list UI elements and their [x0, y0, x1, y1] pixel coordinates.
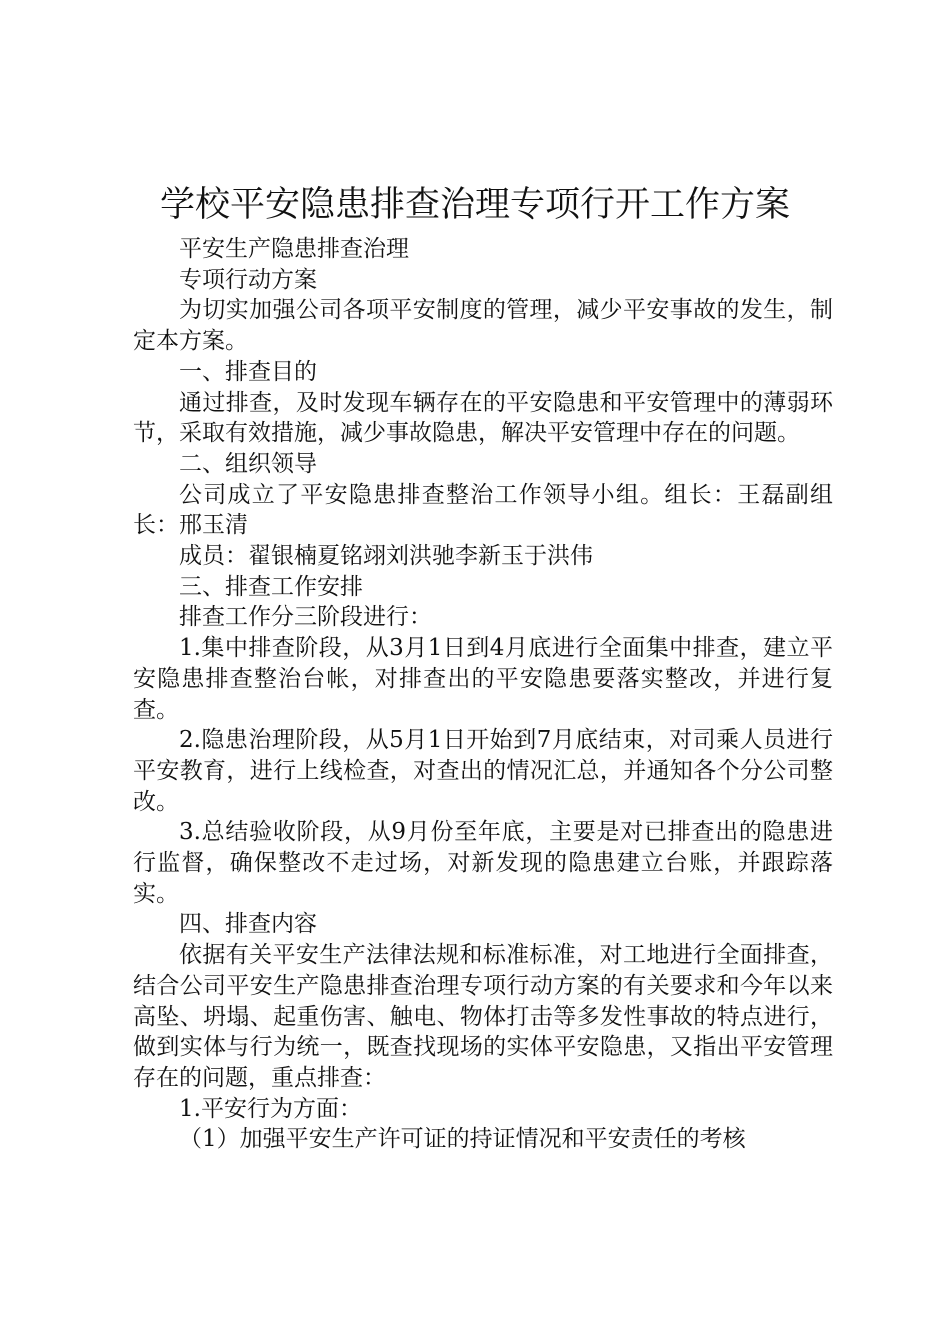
paragraph-behavior-heading: 1.平安行为方面：: [179, 1095, 362, 1122]
section-heading-purpose: 一、排查目的: [179, 358, 317, 385]
section-heading-arrangement: 三、排查工作安排: [179, 573, 363, 600]
document-body: [133, 234, 833, 1155]
document-title: 学校平安隐患排查治理专项行开工作方案: [159, 185, 790, 225]
section-heading-organization: 二、组织领导: [179, 450, 317, 477]
paragraph-intro: 为切实加强公司各项平安制度的管理，减少平安事故的发生，制定本方案。: [133, 297, 833, 355]
paragraph-behavior-item-1: （1）加强平安生产许可证的持证情况和平安责任的考核: [179, 1126, 746, 1153]
paragraph-purpose: 通过排查，及时发现车辆存在的平安隐患和平安管理中的薄弱环节，采取有效措施，减少事故隐患，解决平安管理中存在的问题。: [133, 389, 833, 447]
paragraph-leadership: 公司成立了平安隐患排查整治工作领导小组。组长：王磊副组长：邢玉清: [133, 481, 833, 539]
paragraph-subtitle-2: 专项行动方案: [179, 266, 317, 293]
paragraph-stage-3: 3.总结验收阶段，从9月份至年底，主要是对已排查出的隐患进行监督，确保整改不走过场，对新发现的隐患建立台账，并跟踪落实。: [133, 819, 833, 907]
paragraph-stage-1: 1.集中排查阶段，从3月1日到4月底进行全面集中排查，建立平安隐患排查整治台帐，对排查出的平安隐患要落实整改，并进行复查。: [133, 635, 833, 723]
paragraph-content: 依据有关平安生产法律法规和标准标准，对工地进行全面排查，结合公司平安生产隐患排查治理专项行动方案的有关要求和今年以来高坠、坍塌、起重伤害、触电、物体打击等多发性事故的特点进行，做到实体与行为统一，既查找现场的实体平安隐患，又指出平安管理存在的问题，重点排查：: [133, 942, 833, 1091]
paragraph-members: 成员：翟银楠夏铭翊刘洪驰李新玉于洪伟: [179, 543, 593, 570]
section-heading-content: 四、排查内容: [179, 911, 317, 938]
paragraph-stage-2: 2.隐患治理阶段，从5月1日开始到7月底结束，对司乘人员进行平安教育，进行上线检查，对查出的情况汇总，并通知各个分公司整改。: [133, 727, 833, 815]
paragraph-subtitle-1: 平安生产隐患排查治理: [179, 236, 409, 262]
paragraph-stages-intro: 排查工作分三阶段进行：: [179, 604, 432, 631]
